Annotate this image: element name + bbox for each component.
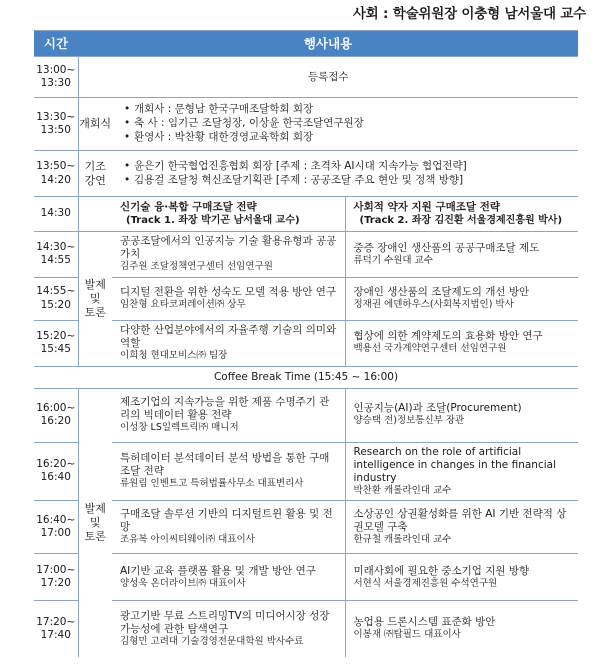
track2-talk [345,501,578,554]
track2-subtitle: (Track 2. 좌장 김진환 서울경제진흥원 박사) [359,215,563,227]
track2-talk [345,442,578,501]
coffee-break: Coffee Break Time (15:45 ~ 16:00) [34,366,578,388]
talk-speaker: 서현식 서울경제진흥원 수석연구원 [353,577,498,589]
talk-title: 특허데이터 분석데이터 분석 방법을 통한 구매조달 전략 [120,452,330,478]
session2-row [34,601,578,657]
registration-time: 13:00~ 13:30 [34,57,78,98]
opening-item: • 축 사 : 임기근 조달청장, 이상윤 한국조달연구원장 [124,117,578,131]
keynote-row [34,151,578,197]
session1-row [34,277,578,320]
track1-talk [112,554,345,601]
keynote-time: 13:50~ 14:20 [34,151,78,197]
talk-speaker: 이봉재 ㈜탑필드 대표이사 [353,629,461,641]
track2-title: 사회적 약자 지원 구매조달 전략 [353,200,500,213]
opening-row [34,98,578,151]
track2-talk [345,320,578,366]
track1-header [112,197,345,232]
session1-row [34,320,578,366]
talk-title: 인공지능(AI)과 조달(Procurement) [353,402,522,415]
opening-content [112,98,578,151]
track1-talk [112,277,345,320]
talk-title: AI기반 교육 플랫폼 활용 및 개발 방안 연구 [120,564,316,577]
talk-title: 구매조달 솔루션 기반의 디지털트윈 활용 및 전망 [120,508,333,534]
session2-row [34,501,578,554]
talk-speaker: 김형민 고려대 기술경영전문대학원 박사수료 [120,636,304,648]
header-program: 행사내용 [78,31,578,57]
session-time: 17:20~ 17:40 [34,601,78,657]
track2-talk [345,601,578,657]
talk-title: 미래사회에 필요한 중소기업 지원 방향 [353,564,530,577]
keynote-item: • 윤은기 한국협업진흥협회 회장 [주제 : 초격차 AI시대 지속가능 협업전략] [124,160,578,174]
opening-category: 개회식 [78,98,112,151]
track2-talk [345,277,578,320]
track2-talk [345,554,578,601]
talk-speaker: 박찬환 캐롤라인대 교수 [353,484,452,496]
program-table [34,30,578,657]
keynote-list [112,160,578,188]
talk-title: Research on the role of artificial intelligence in changes in the financial industry [353,445,556,484]
opening-item: • 개회사 : 문형남 한국구매조달학회 회장 [124,103,578,117]
talk-speaker: 백용선 국가계약연구센터 선임연구원 [353,343,507,355]
talk-title: 다양한 산업분야에서의 자율주행 기술의 의미와 역할 [120,323,337,349]
talk-title: 중증 장애인 생산품의 공공구매조달 제도 [353,241,540,254]
session1-category: 발제 및 토론 [78,232,112,367]
talk-speaker: 양승택 전)정보통신부 장관 [353,415,465,427]
opening-list [112,103,578,145]
moderator-caption: 사회 : 학술위원장 이충형 남서울대 교수 [352,6,586,22]
talk-speaker: 이성창 LS일렉트릭㈜ 매니저 [120,422,239,434]
talk-speaker: 양성욱 온더라이브㈜ 대표이사 [120,577,246,589]
registration-text: 등록접수 [78,57,578,98]
header-time: 시간 [34,31,78,57]
table-header-row [34,31,578,57]
talk-speaker: 한규철 캐롤라인대 교수 [353,534,452,546]
track2-talk [345,232,578,278]
session-time: 14:30~ 14:55 [34,232,78,278]
session2-row [34,442,578,501]
talk-speaker: 류덕기 수원대 교수 [353,254,433,266]
track1-title: 신기술 융·복합 구매조달 전략 [120,200,257,213]
talk-title: 농업용 드론시스템 표준화 방안 [353,616,496,629]
talk-title: 디지털 전환을 위한 성숙도 모델 적용 방안 연구 [120,285,337,298]
track1-talk [112,442,345,501]
talk-title: 소상공인 상권활성화를 위한 AI 기반 전략적 상권모델 구축 [353,508,567,534]
session-time: 16:20~ 16:40 [34,442,78,501]
talk-speaker: 정재권 에덴하우스(사회복지법인) 박사 [353,298,514,310]
session1-row [34,232,578,278]
talk-speaker: 이희청 현대모비스㈜ 팀장 [120,350,228,362]
registration-row [34,57,578,98]
session2-row [34,554,578,601]
tracks-time: 14:30 [34,197,78,232]
track1-talk [112,232,345,278]
tracks-row [34,197,578,232]
session2-row [34,388,578,442]
track1-talk [112,501,345,554]
keynote-item: • 김용걸 조달청 혁신조달기획관 [주제 : 공공조달 주요 현안 및 정책 방향] [124,174,578,188]
track1-subtitle: (Track 1. 좌장 박기곤 남서울대 교수) [126,215,300,227]
talk-speaker: 임찬형 요타코퍼레이션㈜ 상무 [120,298,246,310]
session-time: 16:00~ 16:20 [34,388,78,442]
track1-talk [112,320,345,366]
opening-time: 13:30~ 13:50 [34,98,78,151]
track2-talk [345,388,578,442]
talk-title: 공공조달에서의 인공지능 기술 활용유형과 공공가치 [120,235,337,261]
talk-speaker: 류원림 인벤트고 특허법률사무소 대표변리사 [120,478,304,490]
track1-talk [112,388,345,442]
talk-title: 광고기반 무료 스트리밍TV의 미디어시장 성장가능성에 관한 탐색연구 [120,609,330,635]
talk-title: 장애인 생산품의 조달제도의 개선 방안 [353,285,530,298]
track1-talk [112,601,345,657]
session2-category: 발제 및 토론 [78,388,112,657]
opening-item: • 환영사 : 박찬황 대한경영교육학회 회장 [124,131,578,145]
talk-speaker: 조유복 아이씨티웨이㈜ 대표이사 [120,534,255,546]
session-time: 14:55~ 15:20 [34,277,78,320]
tracks-blank-cell [78,197,112,232]
coffee-break-row [34,366,578,388]
track2-header [345,197,578,232]
talk-title: 제조기업의 지속가능을 위한 제품 수명주기 관리의 빅데이터 활용 전략 [120,395,330,421]
keynote-category: 기조 강연 [78,151,112,197]
session-time: 17:00~ 17:20 [34,554,78,601]
keynote-content [112,151,578,197]
talk-title: 협상에 의한 계약제도의 효용화 방안 연구 [353,330,543,343]
talk-speaker: 김주원 조달정책연구센터 선임연구원 [120,261,273,273]
session-time: 16:40~ 17:00 [34,501,78,554]
session-time: 15:20~ 15:45 [34,320,78,366]
